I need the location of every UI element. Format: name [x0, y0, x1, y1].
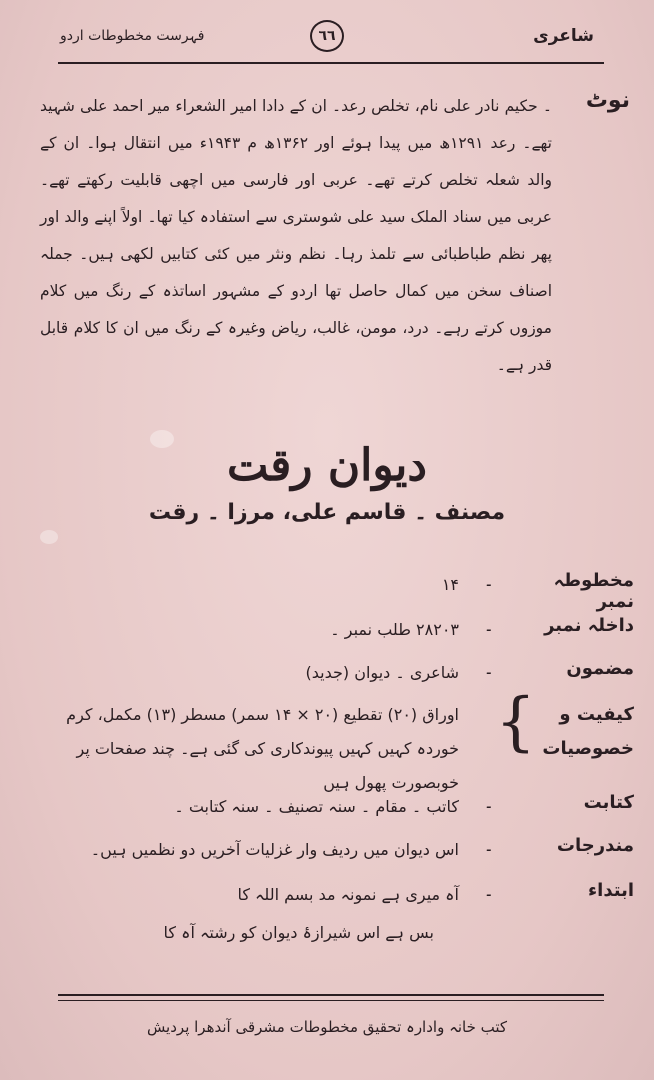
footer-rule-thin	[58, 1000, 604, 1001]
field-label: کتابت	[583, 792, 634, 813]
field-value: ۲۸۲۰۳ طلب نمبر ۔	[330, 620, 459, 639]
note-block	[40, 88, 630, 384]
field-label: مضمون	[566, 658, 634, 679]
note-text: ۔ حکیم نادر علی نام، تخلص رعد۔ ان کے دادا امیر الشعراء میر احمد علی شہید تھے۔ رعد ۱۲۹۱ھ میں پیدا ہوئے اور ۱۳۶۲ھ م ۱۹۴۳ء میں انتقال ہوا۔ ان کے والد شعلہ تخلص کرتے تھے۔ عربی اور فارسی میں اچھی قابلیت رکھتے تھے۔ عربی میں سناد الملک سید علی شوستری سے استفادہ کیا تھا۔ اولاً اپنے والد اور پھر نظم طباطبائی سے تلمذ رہا۔ نظم ونثر میں کئی کتابیں لکھی ہیں۔ جملہ اصناف سخن میں کمال حاصل تھا اردو کے مشہور اساتذہ کے رنگ میں کلام موزوں کرتے رہے۔ درد، مومن، غالب، ریاض وغیرہ کے رنگ میں ان کا کلام قابل قدر ہے۔	[40, 97, 552, 374]
field-dash: ۔	[483, 792, 494, 813]
field-row	[20, 698, 634, 792]
manuscript-author: مصنف ۔ قاسم علی، مرزا ۔ رقت	[148, 500, 506, 525]
field-value: اس دیوان میں ردیف وار غزلیات آخریں دو نظمیں ہیں۔	[90, 840, 459, 859]
paper-stain	[40, 530, 58, 544]
field-label: کیفیت و خصوصیات	[542, 704, 634, 759]
field-value: ۱۴	[441, 575, 459, 594]
field-value: آہ میری ہے نمونہ مد بسم اللہ کا	[237, 885, 459, 904]
page-number: ٦٦	[310, 20, 344, 52]
field-dash: ۔	[483, 570, 494, 591]
field-label: ابتداء	[587, 880, 634, 901]
field-row	[20, 918, 634, 958]
header-section: شاعری	[533, 26, 594, 46]
field-row	[20, 615, 634, 655]
field-row	[20, 658, 634, 698]
field-label: مخطوطہ نمبر	[553, 570, 634, 612]
brace-mark: }	[495, 685, 536, 759]
field-value: بس ہے اس شیرازۂ دیوان کو رشتہ آہ کا	[163, 923, 434, 942]
header-rule	[58, 62, 604, 64]
manuscript-title: دیوان رقت	[227, 440, 427, 491]
field-value: کاتب ۔ مقام ۔ سنہ تصنیف ۔ سنہ کتابت ۔	[174, 797, 459, 816]
field-row	[20, 835, 634, 875]
field-value: اوراق (۲۰) تقطیع (۲۰ × ۱۴ سمر) مسطر (۱۳) مکمل، کرم خوردہ کہیں کہیں پیوندکاری کی گئی ہے۔ چند صفحات پر خوبصورت پھول ہیں	[66, 705, 459, 792]
field-label: مندرجات	[556, 835, 634, 856]
field-label: داخلہ نمبر	[544, 615, 634, 636]
field-dash: ۔	[483, 880, 494, 901]
header-catalog-title: فہرست مخطوطات اردو	[60, 28, 205, 44]
field-row	[20, 880, 634, 920]
page-header	[60, 18, 594, 54]
field-row	[20, 792, 634, 832]
footer-rule	[58, 994, 604, 996]
field-dash: ۔	[483, 658, 494, 679]
note-label: نوٹ	[585, 88, 630, 113]
footer-text: کتب خانہ وادارہ تحقیق مخطوطات مشرقی آندھرا پردیش	[146, 1018, 508, 1036]
field-dash: ۔	[483, 835, 494, 856]
field-dash: ۔	[483, 615, 494, 636]
field-row	[20, 570, 634, 610]
field-value: شاعری ۔ دیوان (جدید)	[305, 663, 459, 682]
